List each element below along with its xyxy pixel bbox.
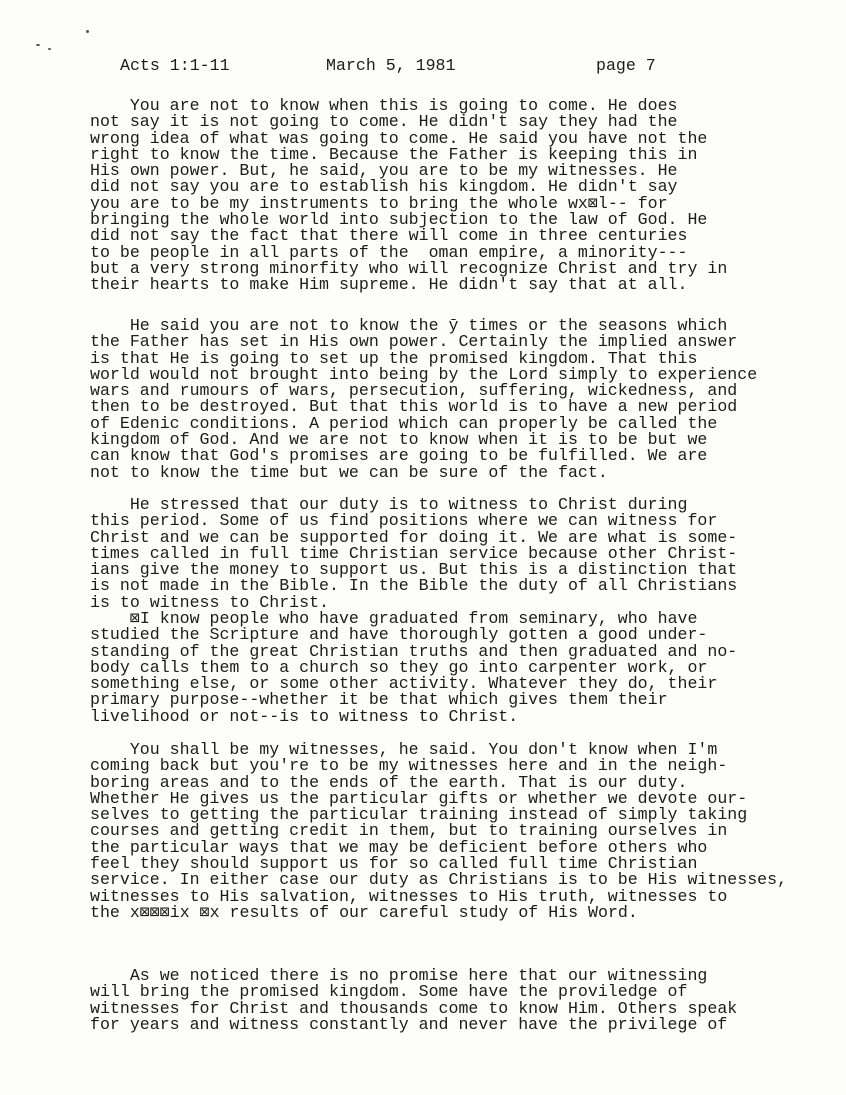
header-page: page 7 [596, 56, 656, 75]
text-line: selves to getting the particular training instead of simply taking [90, 805, 748, 825]
text-line: did not say you are to establish his kingdom. He didn't say [90, 177, 678, 197]
paragraph-4 [90, 611, 737, 725]
paragraph-2 [90, 318, 757, 481]
text-line: will bring the promised kingdom. Some have the proviledge of [90, 982, 688, 1002]
paragraph-5 [90, 742, 787, 921]
text-line: witnesses to His salvation, witnesses to His truth, witnesses to [90, 886, 728, 906]
text-line: right to know the time. Because the Father is keeping this in [90, 144, 698, 164]
text-line: the particular ways that we may be deficient before others who [90, 837, 708, 857]
text-line: the x⊠⊠⊠ix ⊠x results of our careful study of His Word. [90, 902, 638, 922]
text-line: body calls them to a church so they go into carpenter work, or [90, 657, 708, 677]
text-line: primary purpose--whether it be that which gives them their [90, 690, 668, 710]
text-line: He said you are not to know the ȳ times or the seasons which [90, 316, 728, 335]
text-line: is that He is going to set up the promised kingdom. That this [90, 348, 698, 368]
text-line: wrong idea of what was going to come. He said you have not the [90, 128, 708, 148]
text-line: bringing the whole world into subjection to the law of God. He [90, 210, 708, 230]
paragraph-1 [90, 98, 727, 294]
text-line: witnesses for Christ and thousands come to know Him. Others speak [90, 998, 738, 1018]
text-line: His own power. But, he said, you are to be my witnesses. He [90, 161, 678, 181]
text-line: you are to be my instruments to bring the whole wx⊠l-- for [90, 193, 668, 213]
text-line: did not say the fact that there will come in three centuries [90, 226, 688, 246]
header-date: March 5, 1981 [326, 56, 456, 75]
text-line: standing of the great Christian truths and then graduated and no- [90, 641, 738, 661]
text-line: their hearts to make Him supreme. He didn't say that at all. [90, 275, 688, 295]
text-line: boring areas and to the ends of the earth. That is our duty. [90, 772, 688, 792]
text-line: can know that God's promises are going to be fulfilled. We are [90, 446, 708, 466]
text-line: He stressed that our duty is to witness to Christ during [90, 495, 688, 514]
paragraph-6 [90, 968, 737, 1033]
scan-speck [48, 48, 51, 50]
text-line: for years and witness constantly and never have the privilege of [90, 1014, 728, 1034]
text-line: studied the Scripture and have thoroughly gotten a good under- [90, 625, 708, 645]
text-line: not say it is not going to come. He didn't say they had the [90, 112, 678, 132]
scan-speck [86, 30, 89, 33]
text-line: You are not to know when this is going to come. He does [90, 96, 678, 115]
text-line: not to know the time but we can be sure of the fact. [90, 462, 608, 482]
text-line: You shall be my witnesses, he said. You don't know when I'm [90, 740, 718, 759]
text-line: As we noticed there is no promise here that our witnessing [90, 966, 708, 985]
text-line: livelihood or not--is to witness to Christ. [90, 706, 519, 726]
paragraph-3 [90, 497, 737, 611]
text-line: then to be destroyed. But that this world is to have a new period [90, 397, 738, 417]
text-line: wars and rumours of wars, persecution, suffering, wickedness, and [90, 381, 738, 401]
scan-speck [36, 44, 40, 46]
text-line: is to witness to Christ. [90, 592, 329, 612]
text-line: to be people in all parts of the oman empire, a minority--- [90, 242, 688, 262]
text-line: Whether He gives us the particular gifts or whether we devote our- [90, 788, 748, 808]
header-reference: Acts 1:1-11 [120, 56, 230, 75]
text-line: kingdom of God. And we are not to know when it is to be but we [90, 430, 708, 450]
text-line: times called in full time Christian service because other Christ- [90, 543, 738, 563]
text-line: service. In either case our duty as Christians is to be His witnesses, [90, 870, 788, 890]
text-line: courses and getting credit in them, but to training ourselves in [90, 821, 728, 841]
text-line: the Father has set in His own power. Certainly the implied answer [90, 332, 738, 352]
text-line: of Edenic conditions. A period which can properly be called the [90, 413, 718, 433]
text-line: this period. Some of us find positions where we can witness for [90, 511, 718, 531]
text-line: feel they should support us for so called full time Christian [90, 854, 698, 874]
text-line: is not made in the Bible. In the Bible the duty of all Christians [90, 576, 738, 596]
text-line: ians give the money to support us. But this is a distinction that [90, 560, 738, 580]
text-line: world would not brought into being by the Lord simply to experience [90, 364, 758, 384]
text-line: Christ and we can be supported for doing it. We are what is some- [90, 527, 738, 547]
text-line: ⊠I know people who have graduated from seminary, who have [90, 609, 698, 628]
text-line: but a very strong minorfity who will recognize Christ and try in [90, 258, 728, 278]
text-line: coming back but you're to be my witnesses here and in the neigh- [90, 756, 728, 776]
text-line: something else, or some other activity. Whatever they do, their [90, 674, 718, 694]
